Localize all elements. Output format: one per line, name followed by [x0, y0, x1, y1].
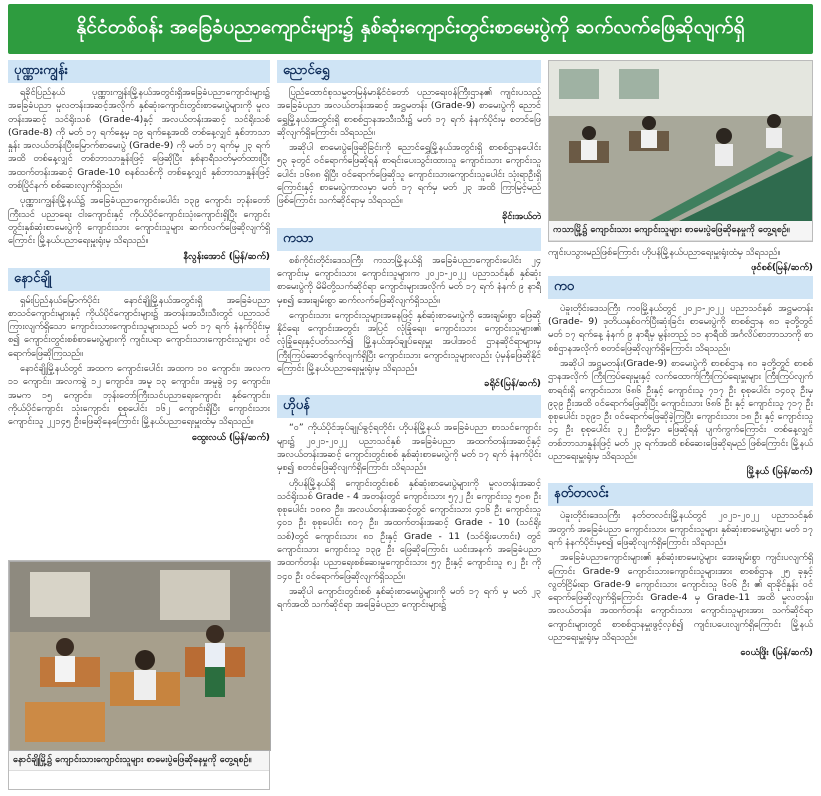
article-byline: မြို့နယ် (မြန်/ဆက်) — [746, 466, 813, 478]
article-paragraph: အခြေခံပညာကျောင်းများ၏ နှစ်ဆုံးစာမေးပွဲများ အေးချမ်းစွာ ကျင်းပလျက်ရှိကြောင်း Grade-9 ကျောင်းသားကျောင်းသူများအား စာစစ်ဌာန ၂၅ ခုနှင့်လွတ်ငြိမ်းရာ Grade-9 ကျောင်းသား ကျောင်းသူ ၆၀၆ ဦး ၏ ရာခိုင်နှုန်း ဝင်ရောက်ဖြေဆိုလျက်ရှိကြောင်း Grade-4 မှ Grade-11 အထိ မူလတန်း၊ အလယ်တန်း၊ အထက်တန်း ကျောင်းသား ကျောင်းသူများအား သက်ဆိုင်ရာကျောင်းများတွင် စာစစ်ဌာနမှူးဖွင့်လှစ်၍ ကျင်းပပေးလျက်ရှိကြောင်း မြို့နယ်ပညာရေးမှူးရုံးမှ သိရသည်။ — [548, 552, 813, 644]
article-byline: ဖုင်စစ်(မြန်/ဆက်) — [751, 261, 813, 273]
classroom-photo — [549, 61, 812, 221]
article-paragraph: ကျောင်းသား ကျောင်းသူများအနေဖြင့် နှစ်ဆုံးစာမေးပွဲကို အေးချမ်းစွာ ဖြေဆိုနိုင်ရေး ကျောင်းအတွင်း အပြင် လုံခြုံရေး၊ ကျောင်းသား ကျောင်းသူများ၏ လုံခြုံရေးနှင့်ပတ်သက်၍ မြို့နယ်အုပ်ချုပ်ရေးမှူး အပါအဝင် ဌာနဆိုင်ရာများမှ ကြီးကြပ်ဆောင်ရွက်လျက်ရှိပြီး ကျောင်းသား ကျောင်းသူများလည်း ပုံမှန်ဖြေဆိုနိုင်ကြောင်း မြို့နယ်ပညာရေးမှူးရုံးမှ သိရသည်။ — [277, 309, 541, 375]
article-paragraph: အဆိုပါ အဋ္ဌမတန်း(Grade-9) စာမေးပွဲကို စာစစ်ဌာန ၈၁ ခုတို့တွင် စာစစ်ဌာနအလိုက် ကြီးကြပ်ရေးမှူးနှင့် လက်ထောက်ကြီးကြပ်ရေးမှူးများ ကြီးကြပ်လျက် စာရင်းရှိ ကျောင်းသား ၆၈၆ ဦးနှင့် ကျောင်းသူ ၇၁၇ ဦး စုစုပေါင်း ၁၄၀၃ ဦးမှ ၉၃၉ ဦးအထိ ဝင်ရောက်ဖြေဆိုပြီး ကျောင်းသား ၆၈၆ ဦး နှင့် ကျောင်းသူ ၇၁၇ ဦး စုစုပေါင်း ၁၃၉၁ ဦး ဝင်ရောက်ဖြေဆိုခဲ့ကြပြီး ကျောင်းသား ၁၈ ဦး နှင့် ကျောင်းသူ ၁၄ ဦး စုစုပေါင်း ၃၂ ဦးတို့မှာ ဖြေဆိုရန် ပျက်ကွက်ကြောင်း တစ်နေ့လျှင် တစ်ဘာသာနှုန်းဖြင့် မတ် ၂၃ ရက်အထိ စစ်ဆေးဖြေဆိုရမည် ဖြစ်ကြောင်း မြို့နယ်ပညာရေးမှူးရုံးမှ သိရသည်။ — [548, 357, 813, 463]
column-3 — [548, 60, 813, 790]
article-paragraph: ရခိုင်ပြည်နယ် ပုဏ္ဏားကျွန်းမြို့နယ်အတွင်းရှိအခြေခံပညာကျောင်းများ၌ အခြေခံပညာ မူလတန်းအဆင့်အလိုက် နှစ်ဆုံးကျောင်းတွင်းစာမေးပွဲများကို မူလတန်းအဆင့် သင်ရိုးသစ် (Grade-4)နှင့် အလယ်တန်းအဆင့် သင်ရိုးသစ် (Grade-8) ကို မတ် ၁၇ ရက်နေ့မှ ၁၉ ရက်နေ့အထိ တစ်နေ့လျှင် နှစ်ဘာသာနှုန်း အလယ်တန်းပြီးမြောက်စာမေးပွဲ (Grade-9) ကို မတ် ၁၇ ရက်မှ ၂၃ ရက်အထိ တစ်နေ့လျှင် တစ်ဘာသာနှုန်းဖြင့် ဖြေဆိုပြီး နှစ်နာရီသတ်မှတ်ထားပြီး အထက်တန်းအဆင့် Grade-10 စနစ်သစ်ကို တစ်နေ့လျှင် နှစ်ဘာသာနှုန်းဖြင့် တစ်ပြိုင်နက် စစ်ဆေးလျက်ရှိသည်။ — [8, 87, 270, 192]
article-hopang — [277, 395, 541, 611]
article-paragraph: ဟိုပန်မြို့နယ်ရှိ ကျောင်းတွင်းစစ် နှစ်ဆုံးစာမေးပွဲများကို မူလတန်းအဆင့် သင်ရိုးသစ် Grade - 4 အတန်းတွင် ကျောင်းသား ၅၇၂ ဦး ကျောင်းသူ ၅၀၈ ဦး စုစုပေါင်း ၁၀၈၀ ဦး၊ အလယ်တန်းအဆင့်တွင် ကျောင်းသား ၄၁၆ ဦး ကျောင်းသူ ၄၀၁ ဦး စုစုပေါင်း ၈၁၇ ဦး၊ အထက်တန်းအဆင့် Grade - 10 (သင်ရိုးသစ်)တွင် ကျောင်းသား ၈၁ ဦးနှင့် Grade - 11 (သင်ရိုးဟောင်း) တွင် ကျောင်းသား ကျောင်းသူ ၁၃၉ ဦး ဖြေဆိုကြောင်း ယင်းအနက် အခြေခံပညာအထက်တန်း ပညာရေးစစ်ဆေးမှုကျောင်းသား ၅၇ ဦးနှင့် ကျောင်းသူ ၈၂ ဦး ကို ၁၄၀ ဦး ဝင်ရောက်ဖြေဆိုလျက်ရှိသည်။ — [277, 477, 541, 582]
article-byline: ဝေယံဖြိုး (မြန်/ဆက်) — [740, 647, 813, 659]
article-paragraph: အဆိုပါ ကျောင်းတွင်းစစ် နှစ်ဆုံးစာမေးပွဲများကို မတ် ၁၇ ရက် မှ မတ် ၂၃ ရက်အထိ သက်ဆိုင်ရာ အခြေခံပညာ ကျောင်းများ၌ — [277, 585, 541, 611]
article-nattalin — [548, 483, 813, 659]
article-paragraph: နောင်ချိုမြို့နယ်တွင် အထက ကျောင်းပေါင်း အထက ၁၀ ကျောင်း၊ အလက ၁၁ ကျောင်း၊ အလကခွဲ ၁၂ ကျောင်း၊ အမူ ၁၃ ကျောင်း၊ အမူခွဲ ၁၄ ကျောင်း၊ အမက ၁၅ ကျောင်း၊ ဘုန်းတော်ကြီးသင်ပညာရေးကျောင်း နှစ်ကျောင်း၊ ကိုယ်ပိုင်ကျောင်း သုံးကျောင်း စုစုပေါင်း ၁၆၂ ကျောင်းရှိပြီး ကျောင်းသား ကျောင်းသူ ၂၂၁၄၅ ဦးဖြေဆိုနေကြောင်း မြို့နယ်ပညာရေးမှူးထံမှ သိရသည်။ — [8, 363, 270, 428]
article-byline: ထွေးလယ် (မြန်/ဆက်) — [191, 431, 270, 443]
column-2 — [277, 60, 541, 790]
article-byline: ခရိုင်(မြန်/ဆက်) — [484, 378, 541, 390]
article-title: နောင်ချို — [8, 268, 270, 291]
katha-photo-block — [548, 60, 813, 242]
article-title: နတ်တလင်း — [548, 483, 813, 506]
article-paragraph: ကျင်းပသွားမည်ဖြစ်ကြောင်း ဟိုပန်မြို့နယ်ပညာရေးမှူးရုံးထံမှ သိရသည်။ — [548, 246, 781, 258]
article-byline: ခိုင်းအယ်တဲ — [502, 210, 541, 222]
article-paragraph: “ဝ” ကိုယ်ပိုင်အုပ်ချုပ်ခွင့်ရတိုင်း ဟိုပန်မြို့နယ် အခြေခံပညာ စာသင်ကျောင်းများ၌ ၂၀၂၁-၂၀၂၂ ပညာသင်နှစ် အခြေခံပညာ အထက်တန်းအဆင့်နှင့် အလယ်တန်းအဆင့် ကျောင်းတွင်းစစ် နှစ်ဆုံးစာမေးပွဲကို မတ် ၁၇ ရက် နံနက်ပိုင်းမှစ၍ စတင်ဖြေဆိုလျက်ရှိကြောင်း သိရသည်။ — [277, 422, 541, 474]
article-title: ဟိုပန် — [277, 395, 541, 418]
article-nyaungshwe — [277, 60, 541, 223]
article-paragraph: ပြည်ထောင်စုသမ္မတမြန်မာနိုင်ငံတော် ပညာရေးဝန်ကြီးဌာန၏ ကျင်းပသည့် အခြေခံပညာ အလယ်တန်းအဆင့် အဋ္ဌမတန်း (Grade-9) စာမေးပွဲကို ညောင်ရွှေမြို့နယ်အတွင်းရှိ စာစစ်ဌာနအသီးသီး၌ မတ် ၁၇ ရက် နံနက်ပိုင်းမှ စတင်ဖြေဆိုလျက်ရှိကြောင်း သိရသည်။ — [277, 87, 541, 138]
article-title: ညောင်ရွှေ — [277, 60, 541, 83]
article-paragraph: အဆိုပါ စာမေးပွဲဖြေဆိုခြင်းကို ညောင်ရွှေမြို့နယ်အတွင်းရှိ စာစစ်ဌာနပေါင်း ၅၃ ခုတွင် ဝင်ရောက်ဖြေဆိုရန် စာရင်းပေးသွင်းထားသူ ကျောင်းသား ကျောင်းသူပေါင်း ၁၆၈၈ ရှိပြီး ဝင်ရောက်ဖြေဆိုသူ ကျောင်းသားကျောင်းသူပေါင်း သုံးရာဦးရှိကြောင်းနှင့် စာမေးပွဲကာလမှာ မတ် ၁၇ ရက်မှ မတ် ၂၃ အထိ ကြာမြင့်မည်ဖြစ်ကြောင်း သက်ဆိုင်ရာမှ သိရသည်။ — [277, 142, 541, 207]
article-paragraph: ပဲခူးတိုင်းဒေသကြီး ကဝမြို့နယ်တွင် ၂၀၂၁-၂၀၂၂ ပညာသင်နှစ် အဋ္ဌမတန်း (Grade- 9) ဒုတိယနှစ်ဝက်ပြီးဆုံးခြင်း စာမေးပွဲကို စာစစ်ဌာန ၈၁ ခုတို့တွင် မတ် ၁၇ ရက်နေ့ နံနက် ၉ နာရီမှ မွန်းတည့် ၁၁ နာရီထိ အင်္ဂလိပ်စာဘာသာကို စာစစ်ဌာနအလိုက် စတင်ဖြေဆိုလျက်ရှိကြောင်း သိရသည်။ — [548, 302, 813, 354]
article-kawa — [548, 276, 813, 479]
exam-hall-photo — [9, 561, 271, 751]
article-ponnagyun — [8, 60, 270, 263]
article-paragraph: ပဲခူးတိုင်းဒေသကြီး နတ်တလင်းမြို့နယ်တွင် ၂၀၂၁-၂၀၂၂ ပညာသင်နှစ်အတွက် အခြေခံပညာ ကျောင်းသား ကျောင်းသူများ နှစ်ဆုံးစာမေးပွဲများ မတ် ၁၇ ရက် နံနက်ပိုင်းမှစ၍ ဖြေဆိုလျက်ရှိကြောင်း သိရသည်။ — [548, 510, 813, 548]
article-katha — [277, 228, 541, 391]
article-paragraph: စစ်ကိုင်းတိုင်းဒေသကြီး ကသာမြို့နယ်ရှိ အခြေခံပညာကျောင်းပေါင်း ၂၄ ကျောင်းမှ ကျောင်းသား ကျောင်းသူများက ၂၀၂၁-၂၀၂၂ ပညာသင်နှစ် နှစ်ဆုံးစာမေးပွဲကို မိမိတို့သက်ဆိုင်ရာ ကျောင်းများအလိုက် မတ် ၁၇ ရက် နံနက် ၉ နာရီမှစ၍ အေးချမ်းစွာ ဆက်လက်ဖြေဆိုလျက်ရှိသည်။ — [277, 254, 541, 306]
article-paragraph: ပုဏ္ဏားကျွန်းမြို့နယ်၌ အခြေခံပညာကျောင်းပေါင်း ၁၃၉ ကျောင်း ဘုန်းတော်ကြီးသင် ပညာရေး ငါးကျောင်းနှင့် ကိုယ်ပိုင်ကျောင်းသုံးကျောင်းရှိပြီး ကျောင်းတွင်းနှစ်ဆုံးစာမေးပွဲကို ကျောင်းသား ကျောင်းသူများ ဆက်လက်ဖြေဆိုလျက်ရှိကြောင်း မြို့နယ်ပညာရေးမှူးရုံးမှ သိရသည်။ — [8, 195, 270, 247]
article-title: ကသာ — [277, 228, 541, 251]
photo-caption: ကသာမြို့၌ ကျောင်းသား ကျောင်းသူများ စာမေးပွဲဖြေဆိုနေမှုကို တွေ့ရစဉ်။ — [549, 221, 812, 241]
page-headline: နိုင်ငံတစ်ဝန်း အခြေခံပညာကျောင်းများ၌ နှစ်ဆုံးကျောင်းတွင်းစာမေးပွဲကို ဆက်လက်ဖြေဆိုလျက်ရှိ — [8, 4, 813, 54]
naungcho-photo-block — [8, 560, 270, 790]
article-title: ကဝ — [548, 276, 813, 299]
photo-caption: နောင်ချိုမြို့၌ ကျောင်းသားကျောင်းသူများ စာမေးပွဲဖြေဆိုနေမှုကို တွေ့ရစဉ်။ — [9, 751, 269, 771]
article-title: ပုဏ္ဏားကျွန်း — [8, 60, 270, 83]
article-naungcho — [8, 268, 270, 444]
article-paragraph: ရှမ်းပြည်နယ်မြောက်ပိုင်း နောင်ချိုမြို့နယ်အတွင်းရှိ အခြေခံပညာ စာသင်ကျောင်းများနှင့် ကိုယ်ပိုင်ကျောင်းများ၌ အတန်းအသီးသီးတွင် ပညာသင်ကြားလျက်ရှိသော ကျောင်းသားကျောင်းသူများသည် မတ် ၁၇ ရက် နံနက်ပိုင်းမှစ၍ ကျောင်းတွင်းစစ်စာမေးပွဲများကို ကျင်းပရာ ကျောင်းသားကျောင်းသူများ ဝင်ရောက်ဖြေဆိုကြသည်။ — [8, 294, 270, 359]
article-byline: နီလွန်းအောင် (မြန်/ဆက်) — [183, 250, 270, 262]
